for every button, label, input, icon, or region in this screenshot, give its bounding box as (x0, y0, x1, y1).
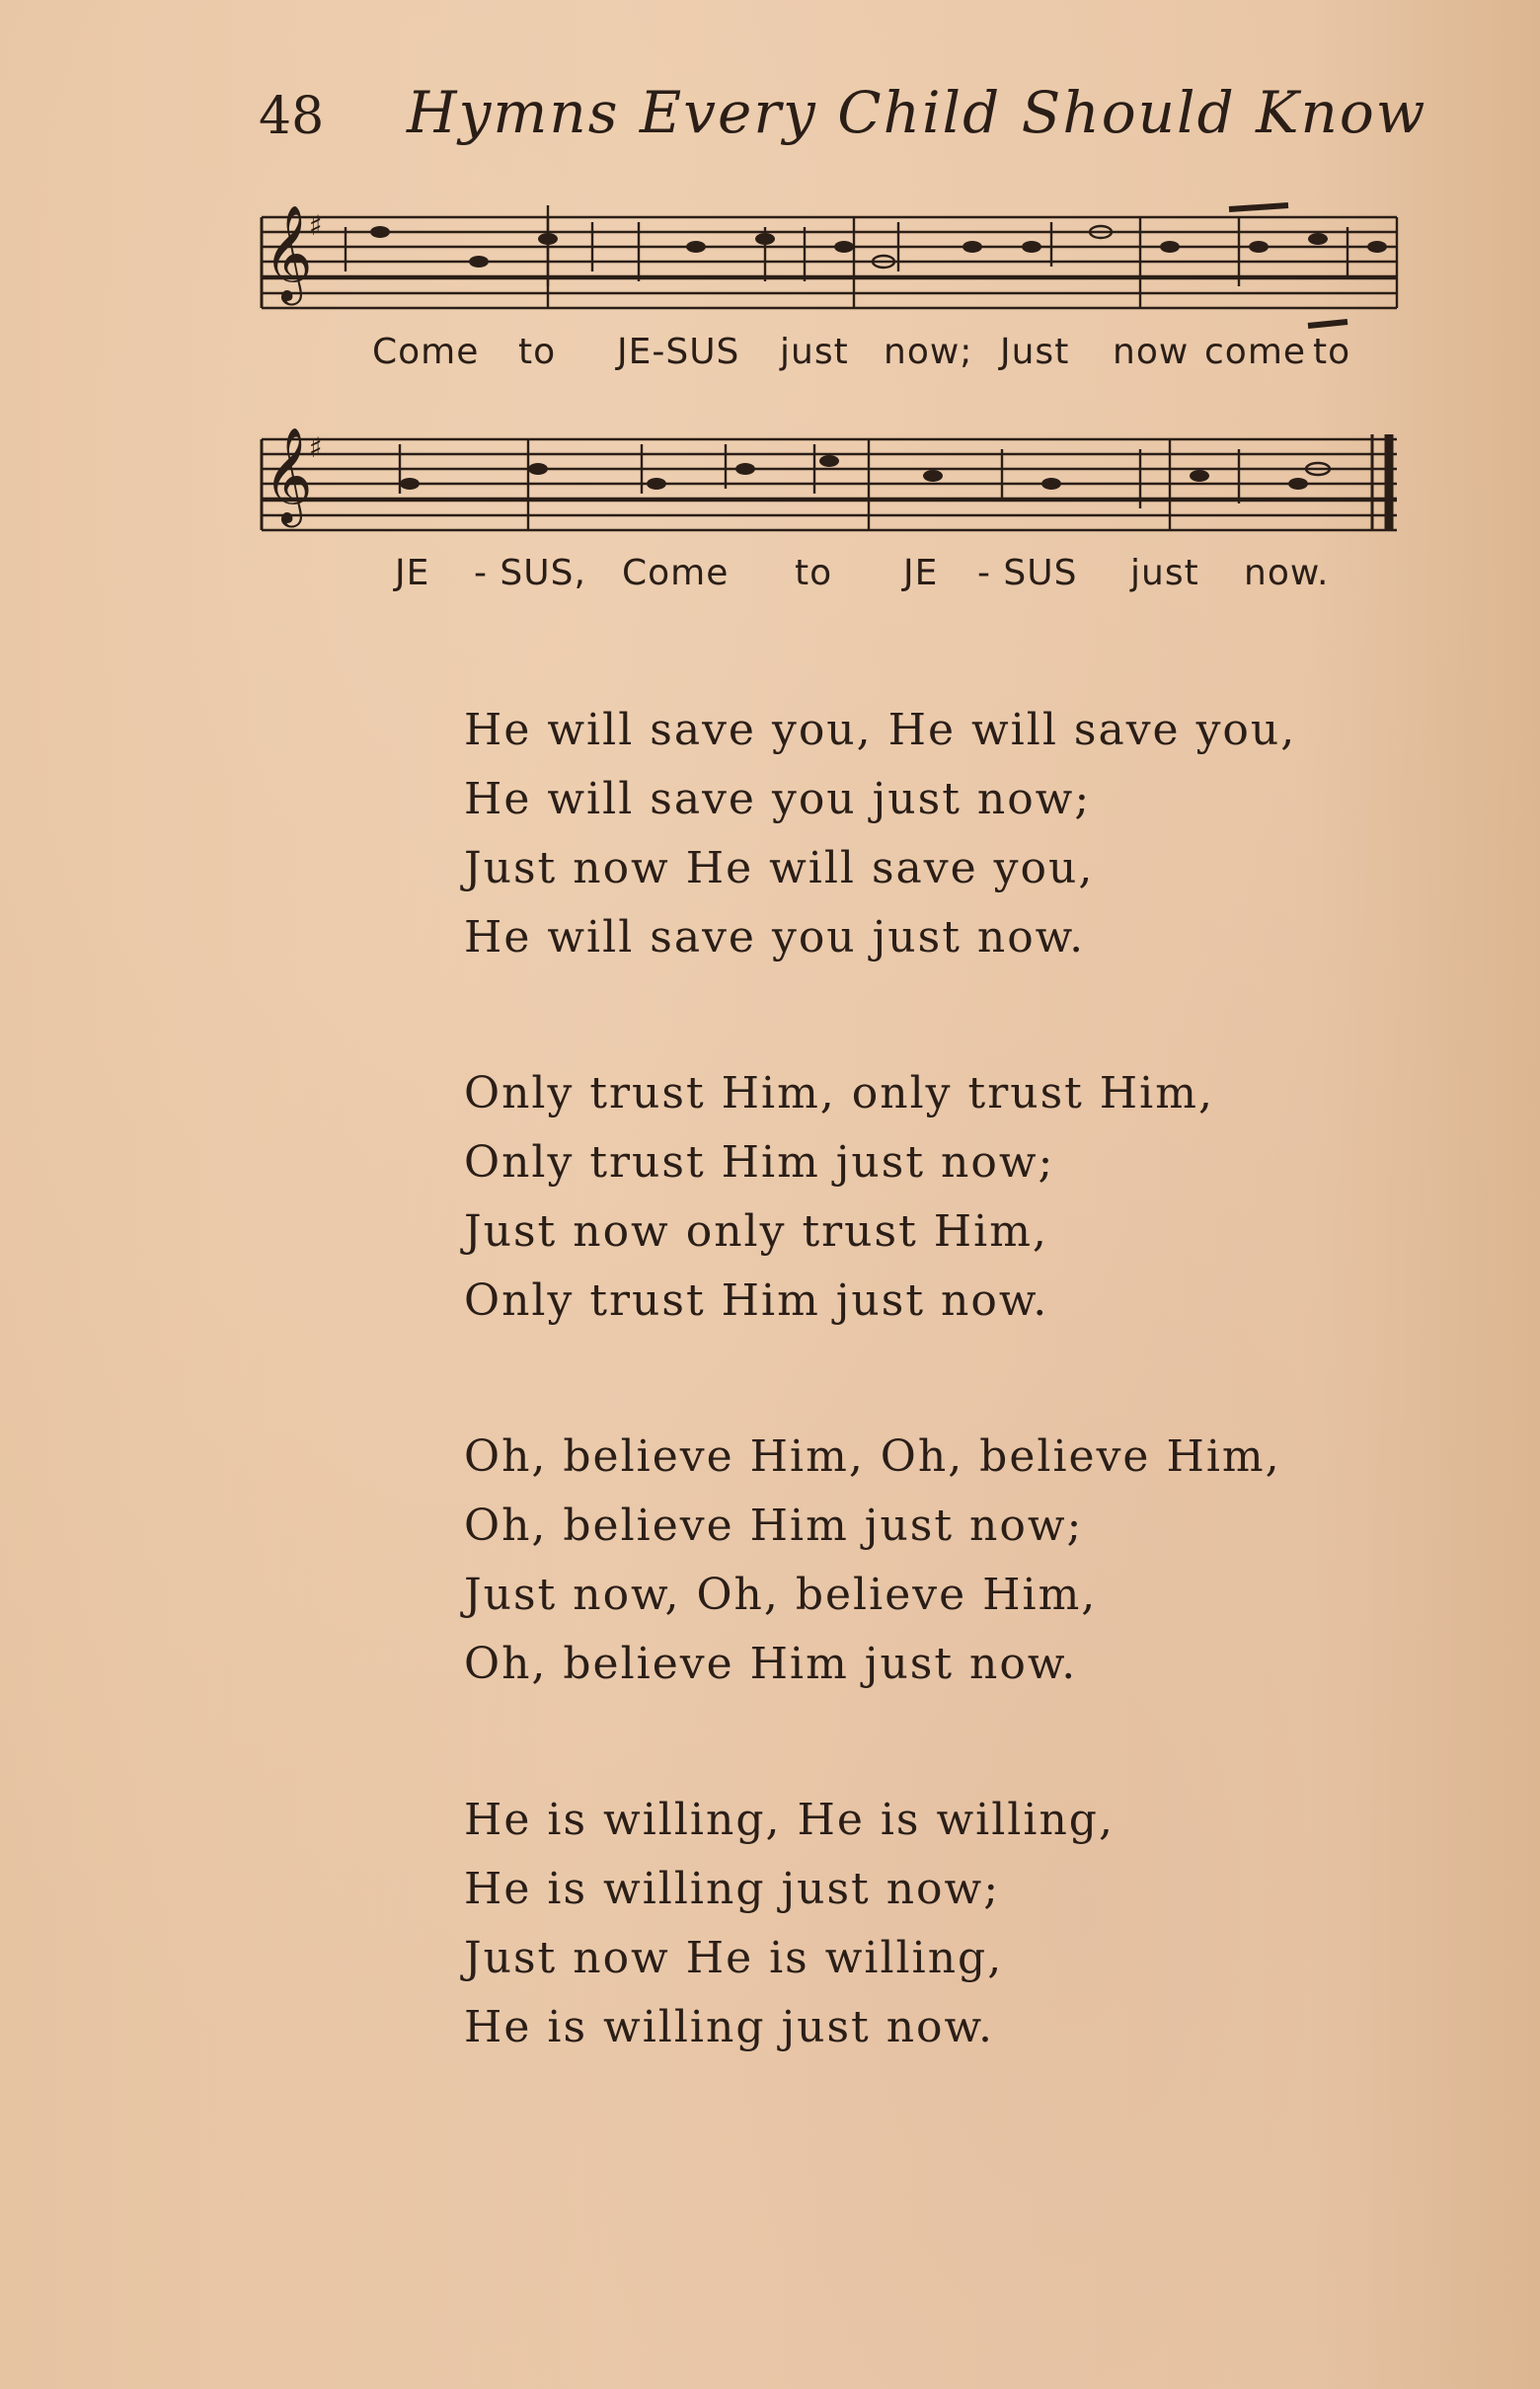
verse-line: He is willing, He is willing, (464, 1795, 1115, 1845)
lyric-word: JE-SUS (617, 332, 740, 372)
lyric-word: Come (372, 332, 480, 372)
verse-line: Only trust Him, only trust Him, (464, 1068, 1214, 1118)
verse-line: Oh, believe Him just now. (464, 1639, 1078, 1689)
lyric-word: to (518, 332, 557, 372)
sharp-icon: ♯ (309, 431, 323, 464)
treble-clef-icon: 𝄞 (264, 204, 313, 301)
page-number: 48 (259, 87, 325, 146)
lyric-word: Just (1000, 332, 1070, 372)
verse-line: Only trust Him just now. (464, 1275, 1049, 1326)
verse-line: He is willing just now. (464, 2002, 994, 2052)
lyric-word: come (1204, 332, 1307, 372)
music-staff-2 (252, 415, 1407, 602)
verse-line: Just now only trust Him, (464, 1206, 1048, 1257)
lyric-word: now (1113, 332, 1190, 372)
lyric-word: now; (884, 332, 973, 372)
verse-line: Only trust Him just now; (464, 1137, 1055, 1188)
lyric-word: just (780, 332, 849, 372)
lyric-word: to (1313, 332, 1351, 372)
stanza-3 (464, 1423, 1352, 1699)
hymn-verses (464, 696, 1352, 2149)
verse-line: He will save you just now; (464, 774, 1092, 824)
running-title: Hymns Every Child Should Know (407, 79, 1427, 146)
lyric-word: JE (903, 553, 939, 593)
lyric-word: to (795, 553, 833, 593)
treble-clef-icon: 𝄞 (264, 426, 313, 523)
lyric-word: - SUS (977, 553, 1078, 593)
sharp-icon: ♯ (309, 209, 323, 242)
stanza-1 (464, 696, 1352, 972)
music-staff-1 (252, 188, 1407, 375)
verse-line: Oh, believe Him, Oh, believe Him, (464, 1431, 1281, 1482)
lyric-word: now. (1244, 553, 1330, 593)
verse-line: He will save you just now. (464, 912, 1086, 963)
lyric-word: JE (395, 553, 430, 593)
lyric-word: Come (622, 553, 730, 593)
stanza-4 (464, 1786, 1352, 2062)
verse-line: Oh, believe Him just now; (464, 1501, 1084, 1551)
verse-line: Just now, Oh, believe Him, (464, 1570, 1098, 1620)
verse-line: Just now He is willing, (464, 1933, 1004, 1983)
verse-line: He will save you, He will save you, (464, 705, 1297, 755)
page-header (259, 79, 1427, 158)
stanza-2 (464, 1059, 1352, 1336)
verse-line: Just now He will save you, (464, 843, 1095, 893)
lyric-word: - SUS, (474, 553, 586, 593)
lyric-word: just (1130, 553, 1199, 593)
verse-line: He is willing just now; (464, 1864, 1001, 1914)
